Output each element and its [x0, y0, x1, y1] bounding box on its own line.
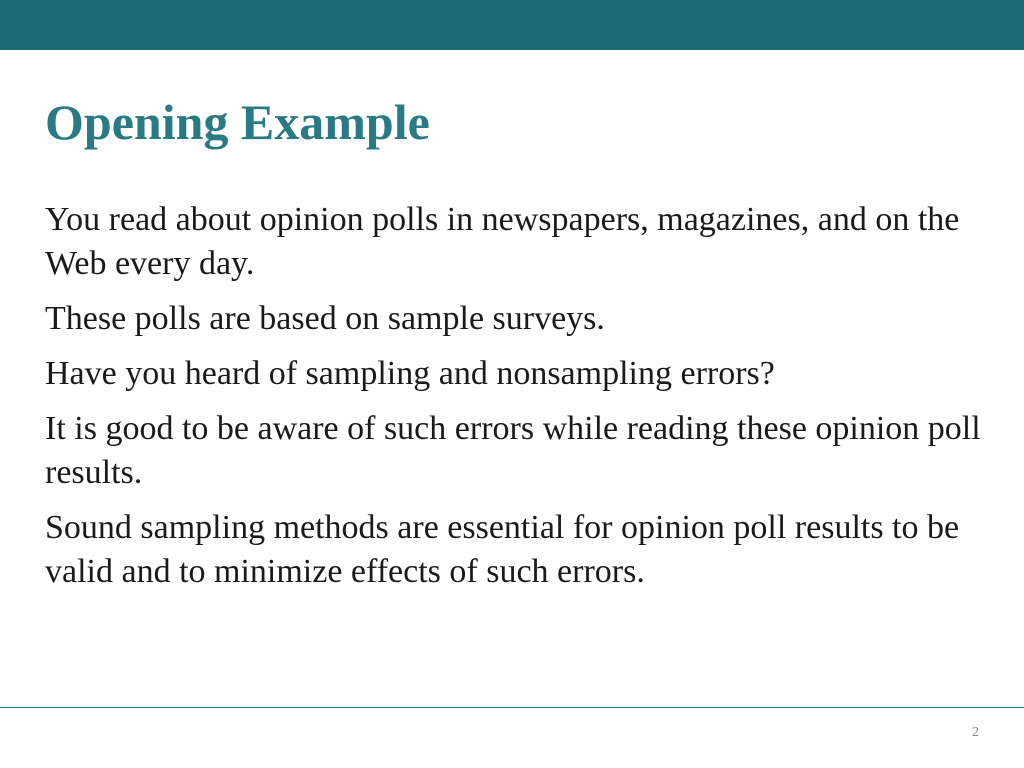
- slide-title: Opening Example: [45, 94, 430, 150]
- body-paragraph-1: You read about opinion polls in newspapers, magazines, and on the Web every day.: [45, 201, 960, 282]
- body-paragraph-3: Have you heard of sampling and nonsampling errors?: [45, 355, 775, 392]
- footer-divider: [0, 707, 1024, 708]
- body-paragraph-5: Sound sampling methods are essential for opinion poll results to be valid and to minimize effects of such errors.: [45, 509, 960, 590]
- body-paragraph-4: It is good to be aware of such errors while reading these opinion poll results.: [45, 410, 981, 491]
- header-bar: [0, 0, 1024, 50]
- page-number: 2: [972, 725, 979, 740]
- slide-body: [45, 198, 985, 605]
- body-paragraph-2: These polls are based on sample surveys.: [45, 300, 605, 337]
